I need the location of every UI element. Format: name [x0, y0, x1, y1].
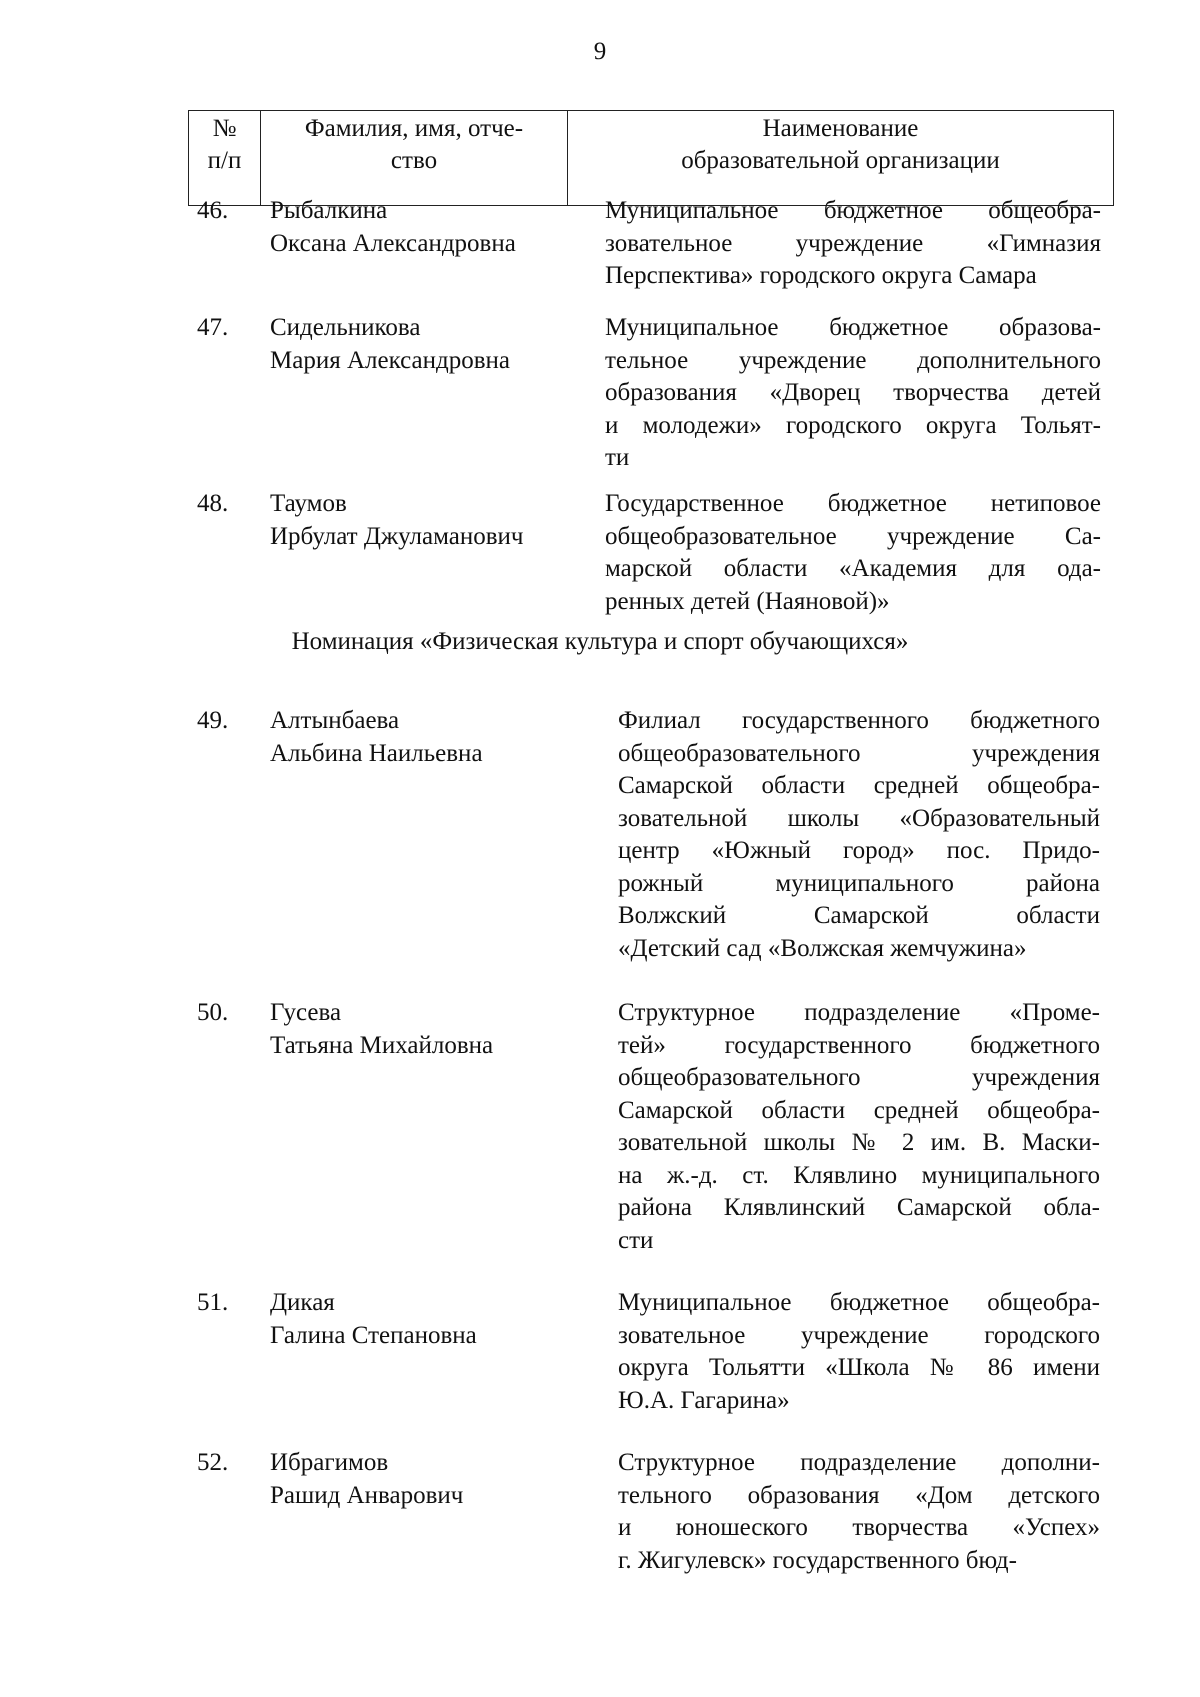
person-given-names: Рашид Анварович [270, 1481, 464, 1509]
header-name-line1: Фамилия, имя, отче- [304, 115, 524, 142]
person-surname: Алтынбаева [270, 707, 400, 734]
organization-line: Самарской области средней общеобра- [618, 772, 1100, 799]
header-name-column [261, 111, 568, 205]
organization-line: Структурное подразделение дополни- [618, 1449, 1100, 1476]
organization-line: тей» государственного бюджетного [618, 1031, 1100, 1059]
organization-name [605, 195, 1101, 293]
row-number: 50. [197, 999, 229, 1026]
person-surname: Таумов [270, 490, 347, 517]
organization-line: Филиал государственного бюджетного [618, 707, 1100, 734]
organization-line: Волжский Самарской области [618, 902, 1100, 929]
person-name [270, 312, 590, 377]
organization-line: г. Жигулевск» государственного бюд- [618, 1546, 1017, 1574]
organization-line: общеобразовательного учреждения [618, 739, 1100, 767]
person-given-names: Татьяна Михайловна [270, 1031, 494, 1059]
row-number: 51. [197, 1289, 229, 1316]
organization-line: и молодежи» городского округа Тольят- [605, 411, 1101, 439]
row-number: 49. [197, 707, 229, 734]
organization-line: Муниципальное бюджетное образова- [605, 314, 1101, 341]
person-name [270, 1287, 590, 1352]
organization-line: Муниципальное бюджетное общеобра- [605, 197, 1101, 224]
page-number: 9 [593, 38, 607, 65]
person-name [270, 997, 590, 1062]
organization-line: общеобразовательного учреждения [618, 1064, 1100, 1091]
organization-line: рожный муниципального района [618, 869, 1100, 897]
person-given-names: Мария Александровна [270, 346, 510, 374]
organization-line: зовательное учреждение «Гимназия [605, 229, 1101, 257]
organization-name [605, 488, 1101, 618]
person-given-names: Галина Степановна [270, 1321, 477, 1349]
person-surname: Рыбалкина [270, 197, 388, 224]
organization-line: и юношеского творчества «Успех» [618, 1514, 1100, 1541]
organization-line: Ю.А. Гагарина» [618, 1386, 790, 1414]
organization-line: Структурное подразделение «Проме- [618, 999, 1100, 1026]
organization-line: Самарской области средней общеобра- [618, 1096, 1100, 1124]
organization-line: тельного образования «Дом детского [618, 1481, 1100, 1509]
organization-line: «Детский сад «Волжская жемчужина» [618, 934, 1027, 962]
organization-line: марской области «Академия для ода- [605, 555, 1101, 582]
organization-name [618, 997, 1100, 1257]
person-name [270, 488, 590, 553]
organization-line: зовательное учреждение городского [618, 1321, 1100, 1349]
person-given-names: Ирбулат Джуламанович [270, 522, 524, 550]
header-number-line2: п/п [207, 147, 242, 174]
organization-line: тельное учреждение дополнительного [605, 346, 1101, 374]
header-organization-line2: образовательной организации [681, 147, 1000, 174]
organization-line: сти [618, 1226, 654, 1254]
person-given-names: Альбина Наильевна [270, 739, 483, 767]
nomination-heading: Номинация «Физическая культура и спорт обучающихся» [291, 628, 909, 655]
person-name [270, 1447, 590, 1512]
organization-name [618, 705, 1100, 965]
person-name [270, 705, 590, 770]
organization-name [618, 1447, 1100, 1577]
person-given-names: Оксана Александровна [270, 229, 516, 257]
table-header [188, 110, 1114, 206]
organization-name [618, 1287, 1100, 1417]
organization-line: образования «Дворец творчества детей [605, 379, 1101, 406]
person-surname: Дикая [270, 1289, 335, 1316]
organization-line: центр «Южный город» пос. Придо- [618, 837, 1100, 864]
row-number: 47. [197, 314, 229, 341]
header-organization-column [568, 111, 1113, 205]
organization-name [605, 312, 1101, 475]
organization-line: зовательной школы «Образовательный [618, 804, 1100, 832]
organization-line: зовательной школы № 2 им. В. Маски- [618, 1129, 1100, 1156]
organization-line: Перспектива» городского округа Самара [605, 262, 1037, 289]
person-surname: Гусева [270, 999, 342, 1026]
organization-line: на ж.-д. ст. Клявлино муниципального [618, 1161, 1100, 1189]
organization-line: Муниципальное бюджетное общеобра- [618, 1289, 1100, 1316]
person-name [270, 195, 590, 260]
organization-line: района Клявлинский Самарской обла- [618, 1194, 1100, 1221]
organization-line: ренных детей (Наяновой)» [605, 587, 890, 615]
row-number: 46. [197, 197, 229, 224]
organization-line: общеобразовательное учреждение Са- [605, 522, 1101, 550]
organization-line: ти [605, 444, 630, 471]
row-number: 52. [197, 1449, 229, 1476]
organization-line: Государственное бюджетное нетиповое [605, 490, 1101, 517]
header-name-line2: ство [390, 147, 438, 174]
person-surname: Ибрагимов [270, 1449, 389, 1476]
row-number: 48. [197, 490, 229, 517]
header-organization-line1: Наименование [762, 115, 919, 142]
header-number-line1: № [212, 115, 237, 142]
organization-line: округа Тольятти «Школа № 86 имени [618, 1354, 1100, 1381]
header-number-column [189, 111, 261, 205]
person-surname: Сидельникова [270, 314, 421, 341]
